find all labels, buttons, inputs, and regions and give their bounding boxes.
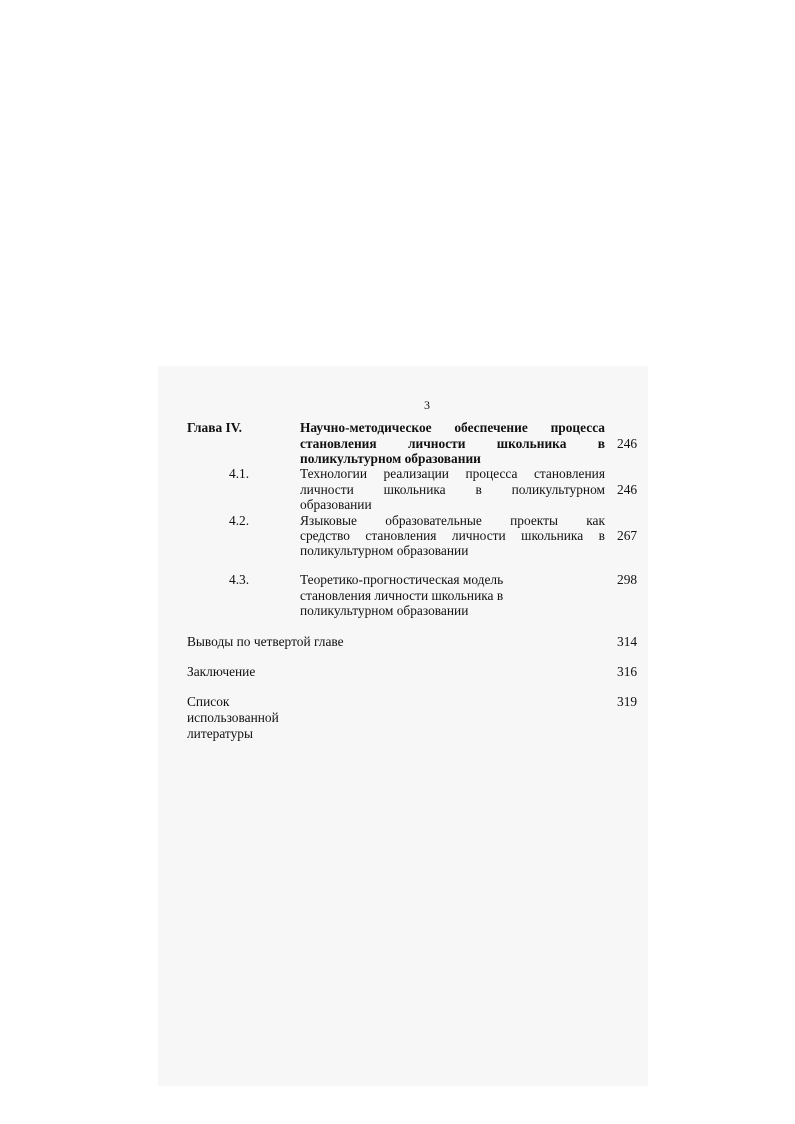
section-title-line: поликультурном образовании [300, 603, 469, 618]
section-title-line: образовании [300, 497, 372, 512]
back-matter-page: 314 [617, 634, 638, 649]
chapter-title-line: поликультурном образовании [300, 451, 481, 466]
section-title-line: Технологии реализации процесса становления [300, 466, 605, 481]
chapter-title-line: становления личности школьника в [300, 436, 605, 451]
chapter-title-line: Научно-методическое обеспечение процесса [300, 420, 605, 435]
back-matter-title: Выводы по четвертой главе [187, 634, 344, 649]
back-matter-title: использованной [187, 710, 279, 725]
back-matter-title: Заключение [187, 664, 256, 679]
section-title-line: средство становления личности школьника в [300, 528, 605, 543]
back-matter-title: Список [187, 694, 230, 709]
section-title-line: поликультурном образовании [300, 543, 469, 558]
section-page: 267 [617, 528, 638, 543]
chapter-page: 246 [617, 436, 638, 451]
chapter-label: Глава IV. [187, 420, 242, 435]
section-title-line: личности школьника в поликультурном [300, 482, 605, 497]
section-number: 4.1. [229, 466, 250, 481]
page-number: 3 [424, 398, 430, 412]
section-title-line: становления личности школьника в [300, 588, 504, 603]
section-page: 298 [617, 572, 638, 587]
back-matter-page: 316 [617, 664, 638, 679]
section-title-line: Теоретико-прогностическая модель [300, 572, 504, 587]
section-number: 4.3. [229, 572, 250, 587]
back-matter-page: 319 [617, 694, 638, 709]
section-page: 246 [617, 482, 638, 497]
section-number: 4.2. [229, 513, 250, 528]
back-matter-title: литературы [187, 726, 253, 741]
section-title-line: Языковые образовательные проекты как [300, 513, 605, 528]
